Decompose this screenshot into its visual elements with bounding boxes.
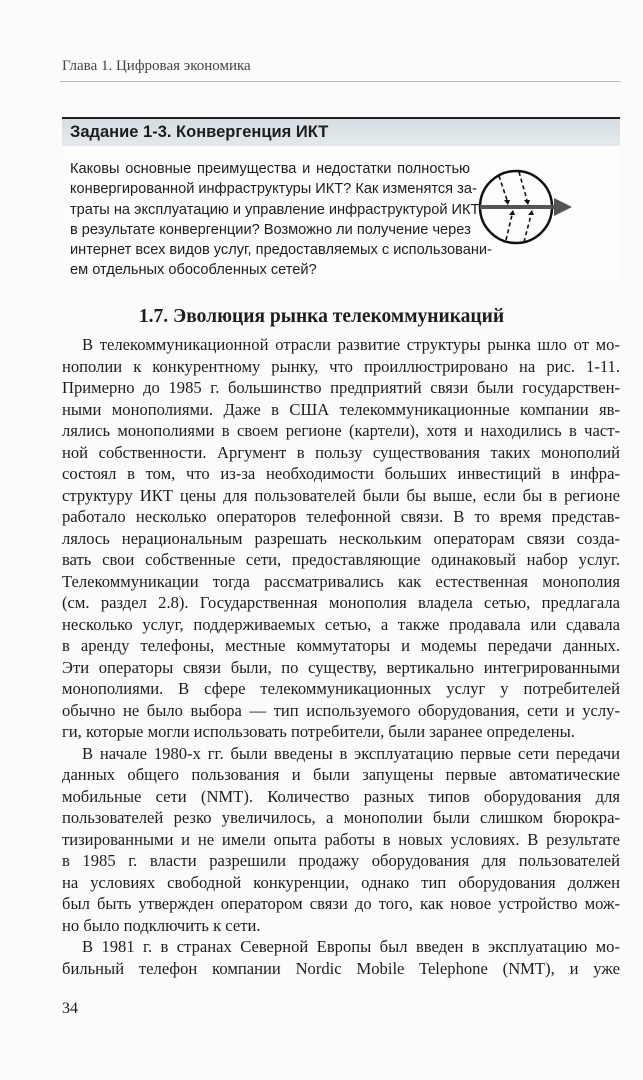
text-line: но было подключить к сети. bbox=[62, 915, 261, 935]
text-line: Эти операторы связи были, по существу, вертикально интегрированными bbox=[62, 657, 620, 677]
task-title: Задание 1-3. Конвергенция ИКТ bbox=[62, 117, 620, 146]
text-line: в аренду телефоны, местные коммутаторы и модемы передачи данных. bbox=[62, 636, 620, 655]
text-line: лялись монополиями в своем регионе (картели), хотя и находились в част- bbox=[62, 421, 620, 440]
task-question-line: конвергированной инфраструктуры ИКТ? Как изменятся за- bbox=[70, 181, 477, 198]
text-line: монополиями. В сфере телекоммуникационных услуг у потребителей bbox=[62, 679, 620, 698]
running-header: Глава 1. Цифровая экономика bbox=[62, 58, 251, 74]
header-rule bbox=[60, 81, 621, 82]
text-line: данных общего пользования и были запущены первые автоматические bbox=[62, 765, 620, 784]
text-line: на условиях свободной конкуренции, однако тип оборудования должен bbox=[62, 872, 620, 892]
task-question-line: интернет всех видов услуг, предоставляемых с использовани- bbox=[70, 242, 492, 259]
text-line: в 1985 г. власти разрешили продажу оборудования для пользователей bbox=[62, 851, 620, 870]
text-line: структуру ИКТ цены для пользователей были бы выше, если бы в регионе bbox=[62, 485, 620, 505]
paragraph bbox=[62, 936, 620, 979]
text-line: работало несколько операторов телефонной связи. В то время представ- bbox=[62, 507, 620, 526]
body-text bbox=[62, 334, 620, 979]
text-line: В 1981 г. в странах Северной Европы был введен в эксплуатацию мо- bbox=[82, 937, 620, 956]
task-box bbox=[62, 117, 620, 282]
text-line: вать свои собственные сети, предоставляющие одинаковый набор услуг. bbox=[62, 550, 620, 569]
text-line: (см. раздел 2.8). Государственная монополия владела сетью, предлагала bbox=[62, 593, 620, 612]
text-line: В начале 1980-х гг. были введены в эксплуатацию первые сети передачи bbox=[82, 743, 620, 763]
text-line: тизированными и не имели опыта работы в новых условиях. В результате bbox=[62, 829, 620, 849]
text-line: ными монополиями. Даже в США телекоммуникационные компании яв- bbox=[62, 399, 620, 419]
text-line: состоял в том, что из-за необходимости больших инвестиций в инфра- bbox=[62, 464, 620, 483]
text-line: мобильные сети (NMT). Количество разных типов оборудования для bbox=[62, 786, 620, 806]
task-question-line: ем отдельных обособленных сетей? bbox=[70, 262, 317, 279]
text-line: Примерно до 1985 г. большинство предприятий связи были государствен- bbox=[62, 378, 620, 397]
text-line: обычно не было выбора — тип используемого оборудования, сети и услу- bbox=[62, 700, 620, 720]
paragraph bbox=[62, 743, 620, 937]
section-title: 1.7. Эволюция рынка телекоммуникаций bbox=[138, 306, 505, 327]
text-line: ги, которые могли использовать потребители, были заранее определены. bbox=[62, 722, 575, 741]
task-question bbox=[70, 159, 492, 281]
text-line: бильный телефон компании Nordic Mobile Telephone (NMT), и уже bbox=[62, 958, 620, 978]
task-question-line: в результате конвергенции? Возможно ли получение через bbox=[70, 221, 471, 238]
text-line: пользователей резко увеличилось, а монополии были слишком бюрокра- bbox=[62, 808, 620, 827]
text-line: был быть утвержден оператором связи до того, как новое устройство мож- bbox=[62, 894, 620, 913]
text-line: Телекоммуникации тогда рассматривались как естественная монополия bbox=[62, 571, 620, 591]
text-line: лялось нерациональным разрешать нескольким операторам связи созда- bbox=[62, 528, 620, 548]
convergence-icon bbox=[474, 162, 574, 252]
task-question-line: Каковы основные преимущества и недостатки полностью bbox=[70, 161, 470, 177]
text-line: ной собственности. Аргумент в пользу существования таких монополий bbox=[62, 442, 620, 462]
text-line: нополии к конкурентному рынку, что проиллюстрировано на рис. 1-11. bbox=[62, 356, 620, 376]
task-question-line: траты на эксплуатацию и управление инфраструктурой ИКТ bbox=[70, 201, 480, 218]
paragraph bbox=[62, 334, 620, 743]
page-number: 34 bbox=[62, 1000, 78, 1017]
text-line: В телекоммуникационной отрасли развитие структуры рынка шло от мо- bbox=[82, 335, 620, 354]
text-line: несколько услуг, поддерживаемых сетью, а также продавала или сдавала bbox=[62, 614, 620, 634]
